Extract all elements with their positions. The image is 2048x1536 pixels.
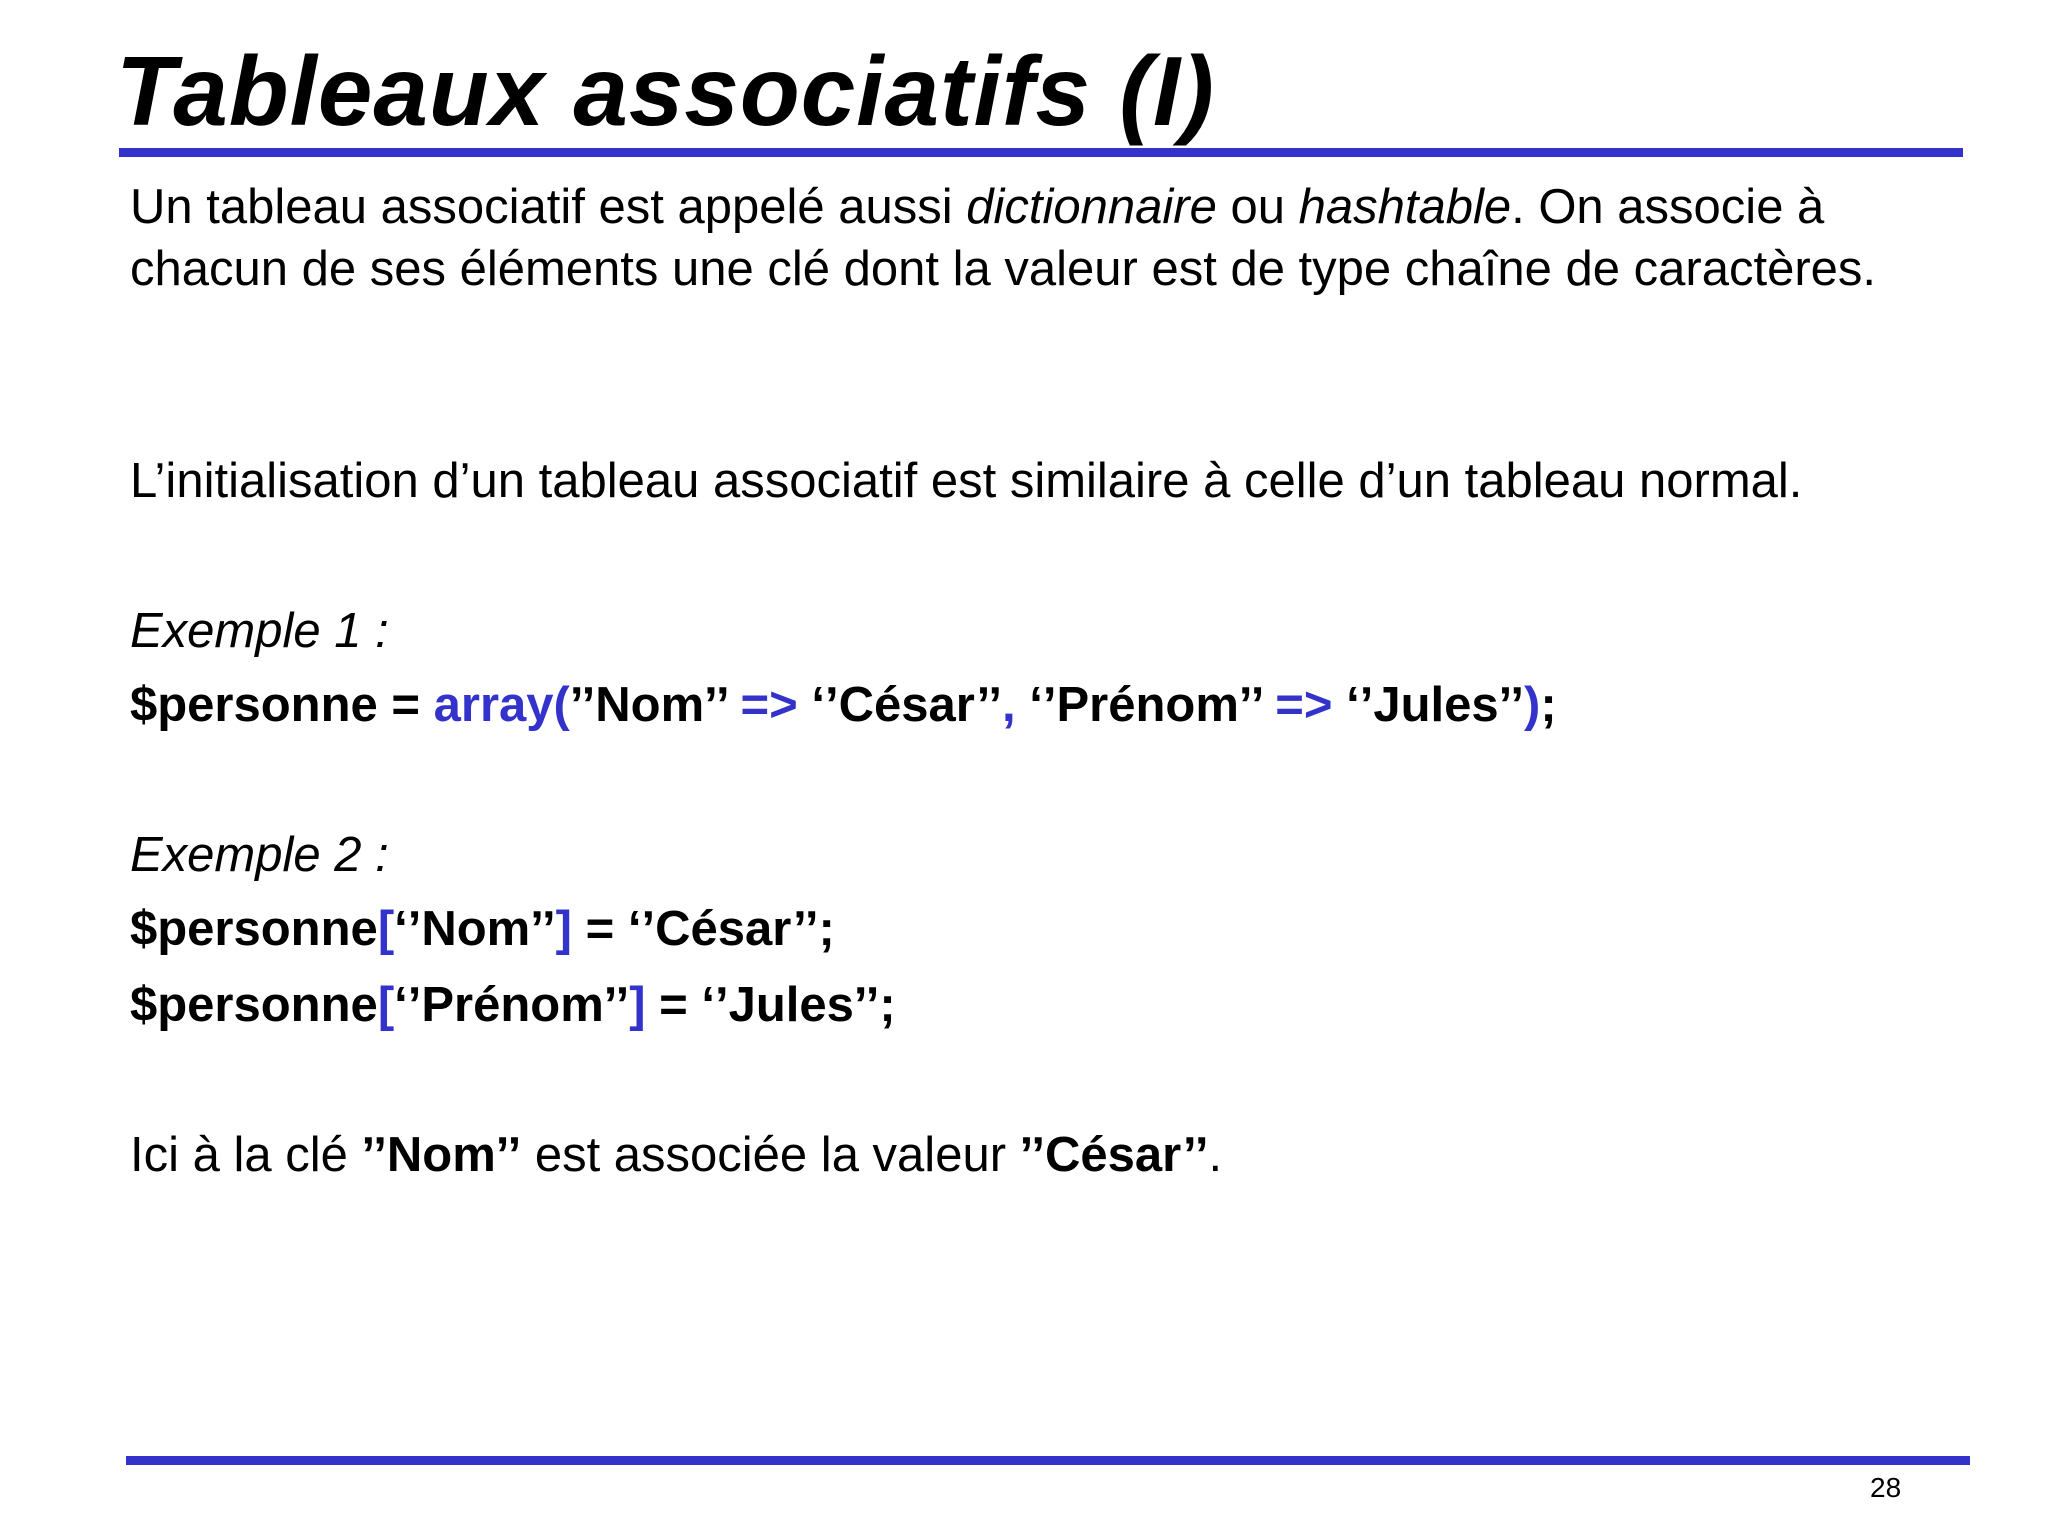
conclusion-value: ’’César’’: [1019, 1128, 1209, 1182]
example-1-code: [130, 674, 1557, 736]
code-token: [: [377, 902, 395, 956]
code-token: = ‘’César’’;: [572, 902, 835, 956]
code-token: ): [1524, 678, 1541, 732]
code-token: ’’Nom’’: [569, 678, 741, 732]
footer-rule: [126, 1456, 1970, 1465]
conclusion-text-2: est associée la valeur: [521, 1128, 1020, 1182]
code-token: ]: [629, 978, 646, 1032]
code-token: ;: [1540, 678, 1557, 732]
example-1-label: Exemple 1 :: [130, 604, 389, 658]
example-2-code-line-1: [130, 898, 835, 960]
intro-text-2: ou: [1216, 180, 1299, 234]
code-token: = ‘’Jules’’;: [645, 978, 896, 1032]
code-token: ,: [1002, 678, 1030, 732]
conclusion-key: ’’Nom’’: [361, 1128, 522, 1182]
init-paragraph: L’initialisation d’un tableau associatif est similaire à celle d’un tableau normal.: [130, 454, 1803, 508]
slide-title: Tableaux associatifs (I): [116, 36, 1215, 146]
code-token: $personne: [130, 902, 378, 956]
title-underline-rule: [119, 148, 1963, 157]
code-token: =>: [1275, 678, 1347, 732]
intro-text-3: . On associe à chacun de ses éléments une clé dont la valeur est de type chaîne de caractères.: [130, 180, 1877, 296]
code-token: ‘’Prénom’’: [394, 978, 630, 1032]
page-number: 28: [1870, 1472, 1902, 1503]
code-token: ‘’Nom’’: [394, 902, 556, 956]
code-token: ]: [555, 902, 572, 956]
intro-paragraph: [130, 176, 1960, 300]
code-token: array(: [433, 678, 570, 732]
intro-term-dictionnaire: dictionnaire: [966, 180, 1217, 234]
code-token: ‘’Jules’’: [1346, 678, 1525, 732]
code-token: ‘’César’’: [811, 678, 1003, 732]
example-2-label: Exemple 2 :: [130, 828, 389, 882]
code-token: [: [377, 978, 395, 1032]
code-token: $personne =: [130, 678, 434, 732]
conclusion-paragraph: [130, 1124, 1222, 1186]
intro-term-hashtable: hashtable: [1298, 180, 1512, 234]
code-token: ‘’Prénom’’: [1029, 678, 1276, 732]
intro-text-1: Un tableau associatif est appelé aussi: [130, 180, 967, 234]
conclusion-text-1: Ici à la clé: [130, 1128, 362, 1182]
code-token: =>: [740, 678, 812, 732]
example-2-code-line-2: [130, 974, 896, 1036]
conclusion-text-3: .: [1208, 1128, 1223, 1182]
code-token: $personne: [130, 978, 378, 1032]
